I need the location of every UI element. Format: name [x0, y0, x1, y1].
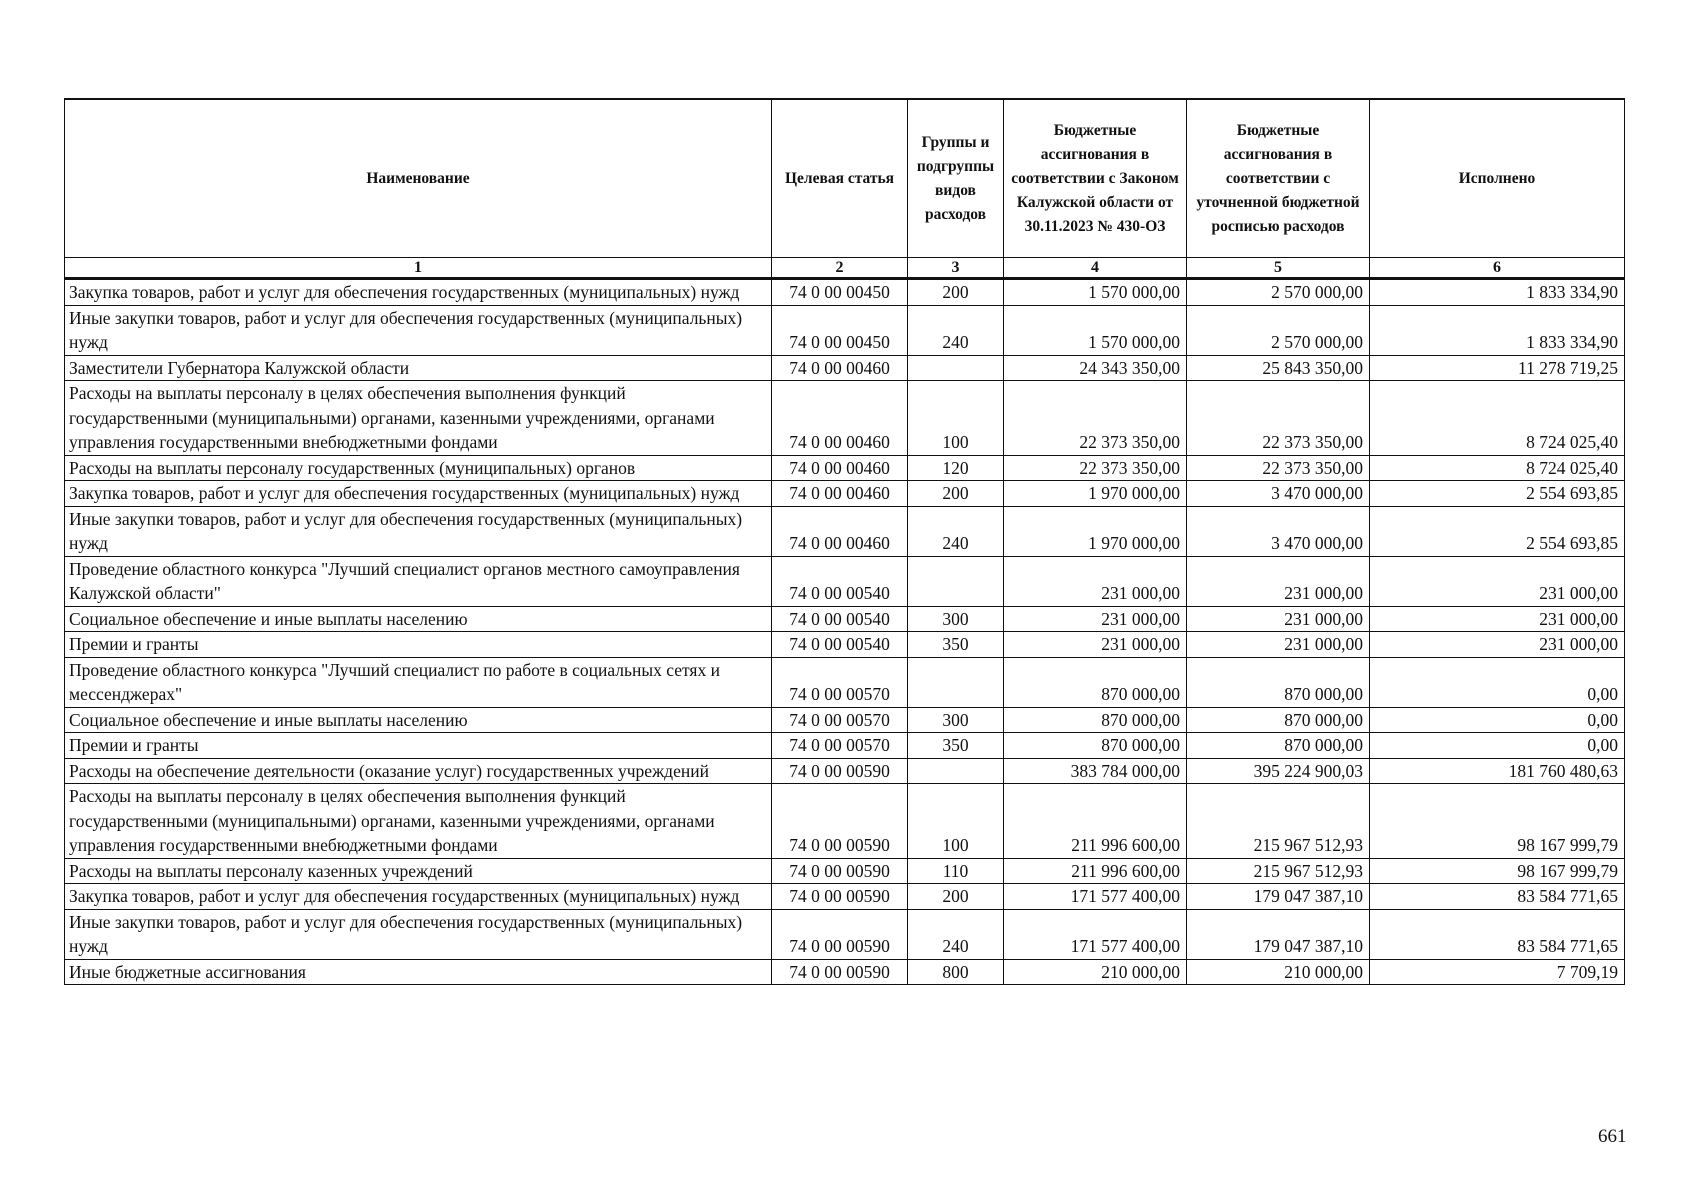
header-refined-appropriations: Бюджетные ассигнования в соответствии с уточненной бюджетной росписью расходов [1187, 99, 1370, 258]
cell-law-amount: 22 373 350,00 [1004, 381, 1187, 456]
cell-law-amount: 231 000,00 [1004, 632, 1187, 658]
cell-law-amount: 22 373 350,00 [1004, 455, 1187, 481]
cell-refined-amount: 231 000,00 [1187, 632, 1370, 658]
cell-target-article: 74 0 00 00450 [772, 305, 908, 355]
cell-executed-amount: 11 278 719,25 [1370, 355, 1625, 381]
table-row [65, 455, 1625, 481]
cell-executed-amount: 98 167 999,79 [1370, 784, 1625, 859]
cell-law-amount: 870 000,00 [1004, 707, 1187, 733]
cell-refined-amount: 870 000,00 [1187, 657, 1370, 707]
cell-executed-amount: 0,00 [1370, 657, 1625, 707]
budget-table [64, 98, 1625, 985]
cell-expense-group: 300 [908, 606, 1004, 632]
cell-target-article: 74 0 00 00460 [772, 355, 908, 381]
cell-name: Расходы на выплаты персоналу казенных учреждений [65, 858, 772, 884]
table-row [65, 733, 1625, 759]
cell-target-article: 74 0 00 00570 [772, 707, 908, 733]
cell-expense-group: 100 [908, 784, 1004, 859]
cell-law-amount: 870 000,00 [1004, 657, 1187, 707]
cell-name: Премии и гранты [65, 733, 772, 759]
cell-executed-amount: 0,00 [1370, 707, 1625, 733]
cell-name: Социальное обеспечение и иные выплаты населению [65, 606, 772, 632]
column-number: 5 [1187, 258, 1370, 279]
cell-executed-amount: 181 760 480,63 [1370, 758, 1625, 784]
cell-refined-amount: 231 000,00 [1187, 606, 1370, 632]
cell-target-article: 74 0 00 00590 [772, 884, 908, 910]
cell-refined-amount: 2 570 000,00 [1187, 279, 1370, 306]
cell-expense-group: 120 [908, 455, 1004, 481]
table-row [65, 959, 1625, 985]
cell-refined-amount: 215 967 512,93 [1187, 784, 1370, 859]
cell-refined-amount: 3 470 000,00 [1187, 481, 1370, 507]
cell-law-amount: 24 343 350,00 [1004, 355, 1187, 381]
table-row [65, 858, 1625, 884]
cell-name: Иные закупки товаров, работ и услуг для обеспечения государственных (муниципальных) нужд [65, 909, 772, 959]
column-number: 3 [908, 258, 1004, 279]
cell-name: Расходы на обеспечение деятельности (оказание услуг) государственных учреждений [65, 758, 772, 784]
cell-refined-amount: 25 843 350,00 [1187, 355, 1370, 381]
cell-expense-group: 240 [908, 305, 1004, 355]
cell-expense-group: 200 [908, 481, 1004, 507]
cell-name: Иные закупки товаров, работ и услуг для обеспечения государственных (муниципальных) нужд [65, 305, 772, 355]
cell-target-article: 74 0 00 00570 [772, 657, 908, 707]
cell-executed-amount: 2 554 693,85 [1370, 506, 1625, 556]
cell-target-article: 74 0 00 00460 [772, 455, 908, 481]
cell-executed-amount: 2 554 693,85 [1370, 481, 1625, 507]
header-law-appropriations: Бюджетные ассигнования в соответствии с Законом Калужской области от 30.11.2023 № 430-ОЗ [1004, 99, 1187, 258]
cell-name: Расходы на выплаты персоналу в целях обеспечения выполнения функций государственными (муниципальными) органами, казенными учреждениями, органами управления государственными внебюджетными фондами [65, 784, 772, 859]
cell-name: Социальное обеспечение и иные выплаты населению [65, 707, 772, 733]
table-row [65, 632, 1625, 658]
cell-law-amount: 383 784 000,00 [1004, 758, 1187, 784]
column-number: 2 [772, 258, 908, 279]
cell-executed-amount: 7 709,19 [1370, 959, 1625, 985]
cell-target-article: 74 0 00 00590 [772, 858, 908, 884]
cell-target-article: 74 0 00 00460 [772, 481, 908, 507]
cell-expense-group: 240 [908, 506, 1004, 556]
cell-target-article: 74 0 00 00540 [772, 606, 908, 632]
cell-refined-amount: 215 967 512,93 [1187, 858, 1370, 884]
page-number: 661 [1598, 1126, 1627, 1147]
cell-name: Иные закупки товаров, работ и услуг для обеспечения государственных (муниципальных) нужд [65, 506, 772, 556]
cell-law-amount: 1 970 000,00 [1004, 506, 1187, 556]
header-name: Наименование [65, 99, 772, 258]
cell-target-article: 74 0 00 00590 [772, 758, 908, 784]
table-row [65, 381, 1625, 456]
cell-expense-group [908, 355, 1004, 381]
cell-executed-amount: 1 833 334,90 [1370, 305, 1625, 355]
cell-law-amount: 171 577 400,00 [1004, 884, 1187, 910]
cell-target-article: 74 0 00 00590 [772, 784, 908, 859]
table-row [65, 657, 1625, 707]
cell-target-article: 74 0 00 00460 [772, 381, 908, 456]
cell-expense-group [908, 657, 1004, 707]
cell-expense-group: 200 [908, 884, 1004, 910]
budget-table-container [64, 98, 1624, 985]
cell-name: Премии и гранты [65, 632, 772, 658]
cell-refined-amount: 870 000,00 [1187, 733, 1370, 759]
cell-refined-amount: 231 000,00 [1187, 556, 1370, 606]
cell-law-amount: 231 000,00 [1004, 606, 1187, 632]
table-row [65, 758, 1625, 784]
cell-law-amount: 1 570 000,00 [1004, 305, 1187, 355]
cell-target-article: 74 0 00 00450 [772, 279, 908, 306]
cell-target-article: 74 0 00 00540 [772, 632, 908, 658]
cell-expense-group: 350 [908, 632, 1004, 658]
header-expense-groups: Группы и подгруппы видов расходов [908, 99, 1004, 258]
cell-name: Проведение областного конкурса "Лучший специалист органов местного самоуправления Калужской области" [65, 556, 772, 606]
cell-executed-amount: 83 584 771,65 [1370, 909, 1625, 959]
header-target-article: Целевая статья [772, 99, 908, 258]
cell-expense-group: 200 [908, 279, 1004, 306]
cell-executed-amount: 98 167 999,79 [1370, 858, 1625, 884]
table-row [65, 606, 1625, 632]
cell-name: Закупка товаров, работ и услуг для обеспечения государственных (муниципальных) нужд [65, 279, 772, 306]
cell-refined-amount: 870 000,00 [1187, 707, 1370, 733]
table-row [65, 556, 1625, 606]
cell-expense-group: 350 [908, 733, 1004, 759]
column-number: 4 [1004, 258, 1187, 279]
cell-law-amount: 870 000,00 [1004, 733, 1187, 759]
cell-target-article: 74 0 00 00540 [772, 556, 908, 606]
cell-law-amount: 171 577 400,00 [1004, 909, 1187, 959]
cell-expense-group: 300 [908, 707, 1004, 733]
cell-target-article: 74 0 00 00460 [772, 506, 908, 556]
cell-law-amount: 210 000,00 [1004, 959, 1187, 985]
cell-executed-amount: 8 724 025,40 [1370, 381, 1625, 456]
cell-expense-group: 240 [908, 909, 1004, 959]
cell-refined-amount: 22 373 350,00 [1187, 381, 1370, 456]
cell-refined-amount: 179 047 387,10 [1187, 909, 1370, 959]
cell-name: Закупка товаров, работ и услуг для обеспечения государственных (муниципальных) нужд [65, 884, 772, 910]
cell-refined-amount: 2 570 000,00 [1187, 305, 1370, 355]
cell-executed-amount: 83 584 771,65 [1370, 884, 1625, 910]
table-row [65, 355, 1625, 381]
table-body [65, 279, 1625, 985]
cell-executed-amount: 231 000,00 [1370, 556, 1625, 606]
cell-refined-amount: 22 373 350,00 [1187, 455, 1370, 481]
cell-target-article: 74 0 00 00570 [772, 733, 908, 759]
column-number: 1 [65, 258, 772, 279]
cell-refined-amount: 179 047 387,10 [1187, 884, 1370, 910]
table-row [65, 305, 1625, 355]
cell-name: Иные бюджетные ассигнования [65, 959, 772, 985]
cell-executed-amount: 1 833 334,90 [1370, 279, 1625, 306]
cell-law-amount: 211 996 600,00 [1004, 858, 1187, 884]
cell-expense-group: 800 [908, 959, 1004, 985]
cell-target-article: 74 0 00 00590 [772, 959, 908, 985]
column-number-row [65, 258, 1625, 279]
cell-expense-group: 100 [908, 381, 1004, 456]
table-row [65, 279, 1625, 306]
cell-law-amount: 231 000,00 [1004, 556, 1187, 606]
cell-refined-amount: 210 000,00 [1187, 959, 1370, 985]
cell-name: Расходы на выплаты персоналу в целях обеспечения выполнения функций государственными (муниципальными) органами, казенными учреждениями, органами управления государственными внебюджетными фондами [65, 381, 772, 456]
cell-name: Закупка товаров, работ и услуг для обеспечения государственных (муниципальных) нужд [65, 481, 772, 507]
table-row [65, 884, 1625, 910]
cell-expense-group: 110 [908, 858, 1004, 884]
table-row [65, 909, 1625, 959]
cell-refined-amount: 3 470 000,00 [1187, 506, 1370, 556]
cell-expense-group [908, 556, 1004, 606]
cell-executed-amount: 0,00 [1370, 733, 1625, 759]
cell-name: Проведение областного конкурса "Лучший специалист по работе в социальных сетях и мессенджерах" [65, 657, 772, 707]
table-row [65, 506, 1625, 556]
cell-name: Расходы на выплаты персоналу государственных (муниципальных) органов [65, 455, 772, 481]
cell-name: Заместители Губернатора Калужской области [65, 355, 772, 381]
cell-refined-amount: 395 224 900,03 [1187, 758, 1370, 784]
cell-executed-amount: 231 000,00 [1370, 632, 1625, 658]
table-row [65, 481, 1625, 507]
cell-law-amount: 1 570 000,00 [1004, 279, 1187, 306]
cell-executed-amount: 8 724 025,40 [1370, 455, 1625, 481]
cell-target-article: 74 0 00 00590 [772, 909, 908, 959]
header-executed: Исполнено [1370, 99, 1625, 258]
column-number: 6 [1370, 258, 1625, 279]
cell-expense-group [908, 758, 1004, 784]
cell-law-amount: 1 970 000,00 [1004, 481, 1187, 507]
cell-executed-amount: 231 000,00 [1370, 606, 1625, 632]
table-row [65, 707, 1625, 733]
header-row [65, 99, 1625, 258]
cell-law-amount: 211 996 600,00 [1004, 784, 1187, 859]
table-row [65, 784, 1625, 859]
